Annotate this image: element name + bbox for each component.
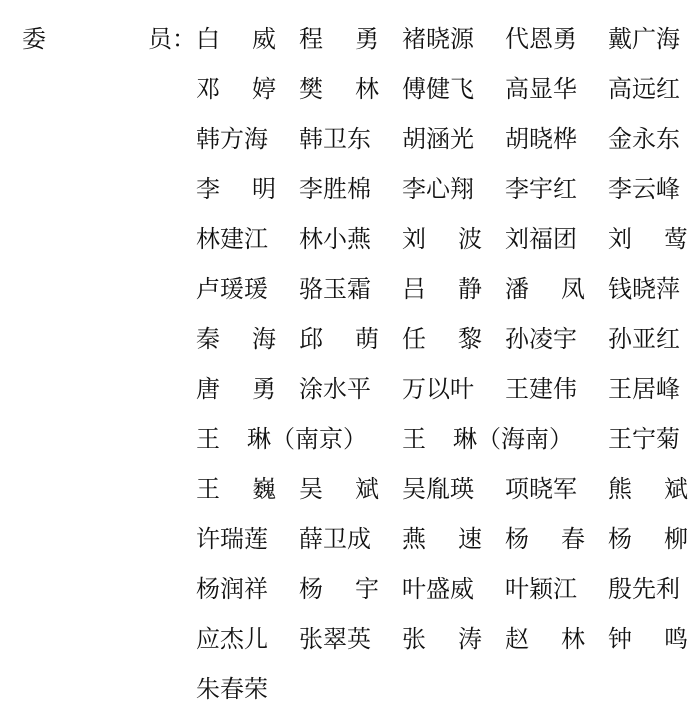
member-name: 涂水平: [299, 375, 371, 403]
member-name: 胡涵光: [402, 125, 474, 153]
member-name: 钱晓萍: [608, 275, 680, 303]
member-name: 李宇红: [505, 175, 577, 203]
member-name: 高远红: [608, 75, 680, 103]
member-name: 樊 林: [299, 75, 379, 103]
member-name: 潘 凤: [505, 275, 585, 303]
member-name: 王宁菊: [608, 425, 680, 453]
member-name: 王 琳（南京）: [196, 425, 367, 453]
member-name: 王建伟: [505, 375, 577, 403]
member-name: 程 勇: [299, 25, 379, 53]
member-name: 杨 柳: [608, 525, 688, 553]
member-name: 邓 婷: [196, 75, 276, 103]
member-name: 代恩勇: [505, 25, 577, 53]
member-name: 林建江: [196, 225, 268, 253]
member-name: 卢瑗瑗: [196, 275, 268, 303]
member-name: 韩卫东: [299, 125, 371, 153]
member-name: 高显华: [505, 75, 577, 103]
member-name: 王 巍: [196, 475, 276, 503]
member-row: [196, 472, 686, 522]
member-name: 白 威: [196, 25, 276, 53]
member-name: 张 涛: [402, 625, 482, 653]
member-name: 燕 速: [402, 525, 482, 553]
member-name: 万以叶: [402, 375, 474, 403]
member-name: 李胜棉: [299, 175, 371, 203]
member-name: 杨润祥: [196, 575, 268, 603]
member-name: 吴胤瑛: [402, 475, 474, 503]
member-row: [196, 22, 686, 72]
member-name: 傅健飞: [402, 75, 474, 103]
member-name: 李心翔: [402, 175, 474, 203]
member-name: 朱春荣: [196, 675, 268, 703]
member-name: 韩方海: [196, 125, 268, 153]
member-row: [196, 322, 686, 372]
member-name: 薛卫成: [299, 525, 371, 553]
member-name: 邱 萌: [299, 325, 379, 353]
member-name: 孙凌宇: [505, 325, 577, 353]
member-row: [196, 422, 686, 472]
member-name: 孙亚红: [608, 325, 680, 353]
member-name: 杨 春: [505, 525, 585, 553]
member-name: 项晓军: [505, 475, 577, 503]
member-name: 许瑞莲: [196, 525, 268, 553]
member-row: [196, 122, 686, 172]
member-name: 戴广海: [608, 25, 680, 53]
member-row: [196, 672, 686, 722]
member-name: 熊 斌: [608, 475, 688, 503]
member-row: [196, 622, 686, 672]
member-name: 王 琳（海南）: [402, 425, 573, 453]
member-name: 钟 鸣: [608, 625, 688, 653]
member-row: [196, 572, 686, 622]
member-name: 李云峰: [608, 175, 680, 203]
member-name: 刘福团: [505, 225, 577, 253]
member-name: 秦 海: [196, 325, 276, 353]
member-name: 张翠英: [299, 625, 371, 653]
member-name: 殷先利: [608, 575, 680, 603]
member-name: 赵 林: [505, 625, 585, 653]
committee-label-second-char: 员：: [148, 25, 196, 53]
member-name: 胡晓桦: [505, 125, 577, 153]
member-name: 叶盛威: [402, 575, 474, 603]
member-name: 王居峰: [608, 375, 680, 403]
member-name-list: [196, 22, 686, 722]
member-name: 吴 斌: [299, 475, 379, 503]
member-row: [196, 372, 686, 422]
member-row: [196, 72, 686, 122]
member-name: 褚晓源: [402, 25, 474, 53]
member-name: 唐 勇: [196, 375, 276, 403]
member-row: [196, 222, 686, 272]
member-name: 刘 波: [402, 225, 482, 253]
member-name: 骆玉霜: [299, 275, 371, 303]
member-name: 刘 莺: [608, 225, 688, 253]
member-row: [196, 522, 686, 572]
member-name: 吕 静: [402, 275, 482, 303]
member-name: 杨 宇: [299, 575, 379, 603]
member-name: 应杰儿: [196, 625, 268, 653]
member-name: 李 明: [196, 175, 276, 203]
member-name: 林小燕: [299, 225, 371, 253]
member-name: 金永东: [608, 125, 680, 153]
member-row: [196, 272, 686, 322]
member-row: [196, 172, 686, 222]
member-name: 任 黎: [402, 325, 482, 353]
member-name: 叶颖江: [505, 575, 577, 603]
committee-label-first-char: 委: [22, 25, 46, 53]
